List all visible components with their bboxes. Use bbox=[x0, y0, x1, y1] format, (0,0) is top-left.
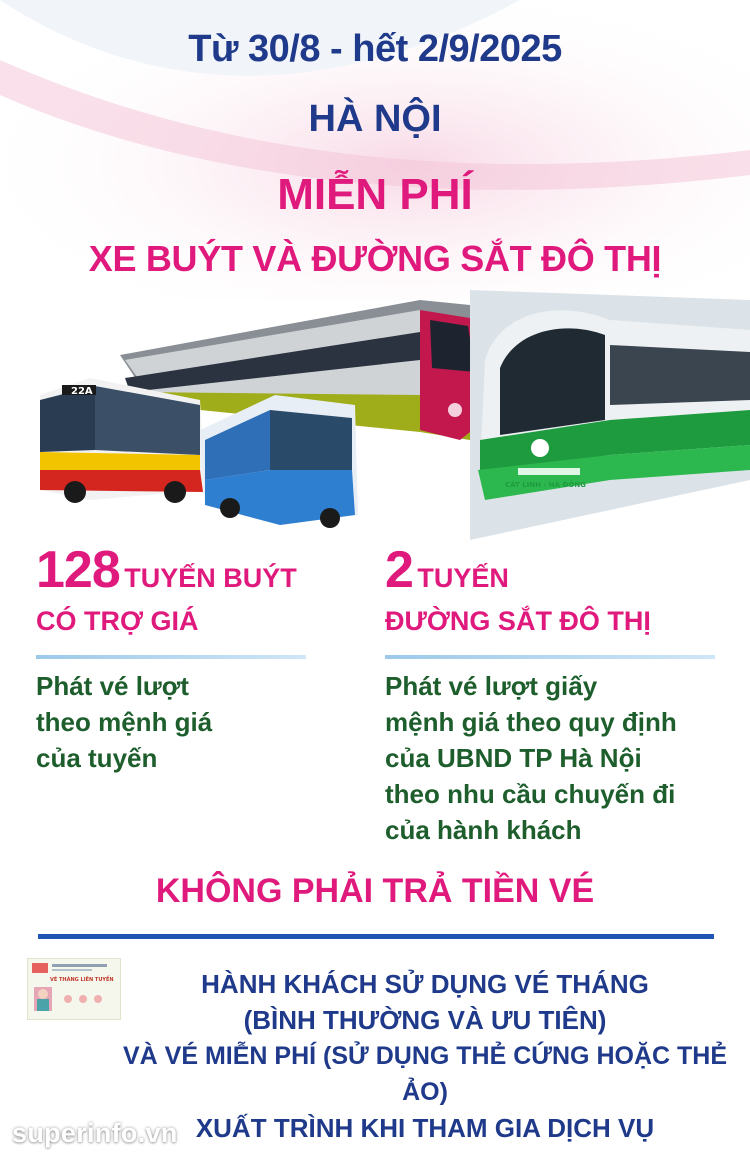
transport-modes-headline: XE BUÝT VÀ ĐƯỜNG SẮT ĐÔ THỊ bbox=[88, 238, 662, 279]
bus-desc-line: Phát vé lượt bbox=[36, 671, 189, 701]
vehicles-illustration bbox=[0, 290, 750, 540]
bus-desc-line: của tuyến bbox=[36, 743, 158, 773]
bus-desc-line: theo mệnh giá bbox=[36, 707, 213, 737]
rail-line-count: 2 bbox=[385, 541, 413, 599]
watermark: superinfo.vn bbox=[12, 1118, 178, 1148]
urban-rail-label: ĐƯỜNG SẮT ĐÔ THỊ bbox=[385, 606, 651, 636]
rail-desc-line: mệnh giá theo quy định bbox=[385, 707, 677, 737]
rail-desc-line: của hành khách bbox=[385, 815, 582, 845]
rail-divider bbox=[385, 655, 715, 659]
bus-route-count: 128 bbox=[36, 541, 120, 599]
notice-line: (BÌNH THƯỜNG VÀ ƯU TIÊN) bbox=[243, 1005, 607, 1035]
rail-desc-line: của UBND TP Hà Nội bbox=[385, 743, 642, 773]
blue-bus bbox=[200, 395, 358, 528]
rail-desc-line: theo nhu cầu chuyến đi bbox=[385, 779, 676, 809]
monthly-ticket-card bbox=[27, 958, 121, 1020]
section-rule bbox=[38, 934, 714, 939]
yellow-bus bbox=[40, 378, 205, 503]
metro-line-label: CÁT LINH - HÀ ĐÔNG bbox=[505, 481, 586, 489]
bus-stat bbox=[36, 540, 297, 637]
notice-line: VÀ VÉ MIỄN PHÍ (SỬ DỤNG THẺ CỨNG HOẶC THẺ ẢO) bbox=[122, 1042, 728, 1106]
city-title: HÀ NỘI bbox=[308, 98, 442, 140]
rail-line-label: TUYẾN bbox=[417, 563, 509, 593]
ticket-card-image bbox=[28, 959, 120, 1019]
bus-subsidized-label: CÓ TRỢ GIÁ bbox=[36, 606, 199, 636]
rail-description bbox=[385, 668, 735, 848]
bus-route-label: TUYẾN BUÝT bbox=[124, 563, 297, 593]
green-metro-train bbox=[470, 290, 750, 540]
rail-desc-line: Phát vé lượt giấy bbox=[385, 671, 598, 701]
bus-route-number: 22A bbox=[71, 386, 93, 397]
bus-divider bbox=[36, 655, 306, 659]
passenger-notice bbox=[110, 966, 740, 1146]
notice-line: XUẤT TRÌNH KHI THAM GIA DỊCH VỤ bbox=[195, 1113, 655, 1143]
bus-description bbox=[36, 668, 336, 776]
notice-line: HÀNH KHÁCH SỬ DỤNG VÉ THÁNG bbox=[201, 969, 649, 999]
free-headline: MIỄN PHÍ bbox=[277, 170, 473, 219]
ticket-card-title: VÉ THÁNG LIÊN TUYẾN bbox=[50, 977, 114, 983]
no-fee-title: KHÔNG PHẢI TRẢ TIỀN VÉ bbox=[155, 872, 595, 910]
date-range: Từ 30/8 - hết 2/9/2025 bbox=[188, 28, 562, 70]
rail-stat bbox=[385, 540, 651, 637]
